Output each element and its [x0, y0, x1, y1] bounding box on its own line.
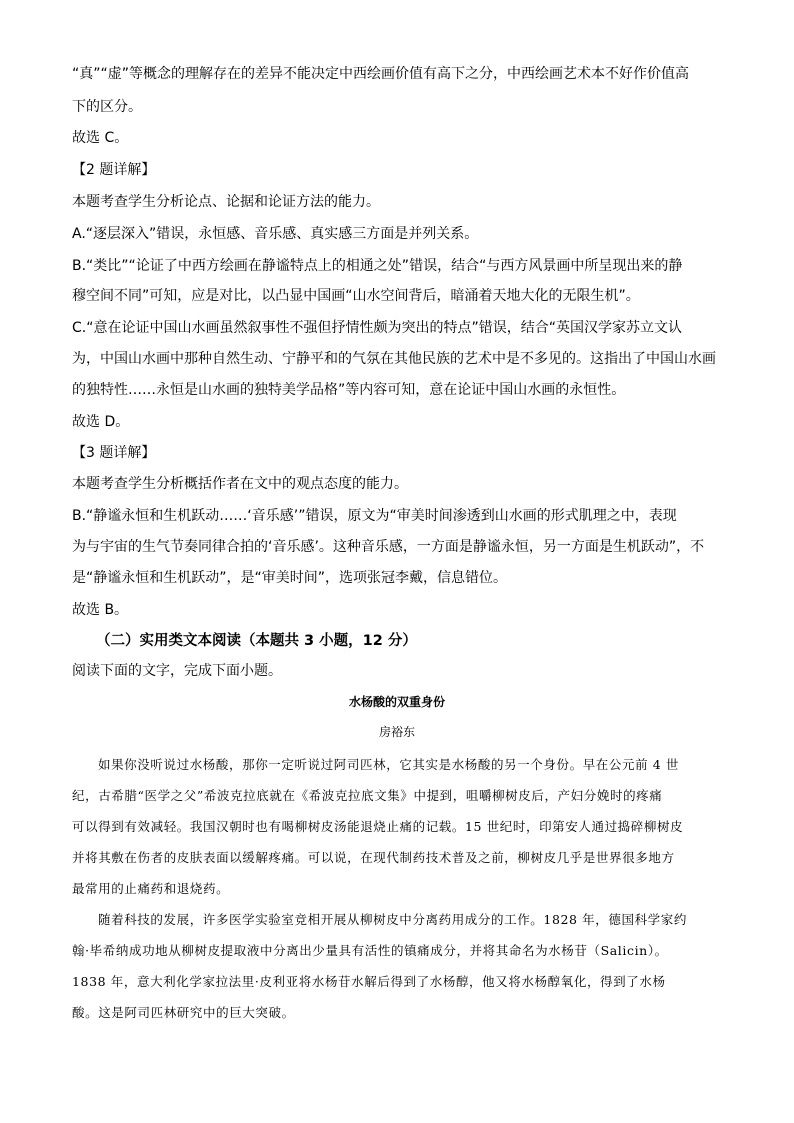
text-line: “真”“虚”等概念的理解存在的差异不能决定中西绘画价值有高下之分，中西绘画艺术本不好作价值高: [72, 66, 690, 82]
section-heading: （二）实用类文本阅读（本题共 3 小题，12 分）: [96, 633, 417, 649]
text-line: 为，中国山水画中那种自然生动、宁静平和的气氛在其他民族的艺术中是不多见的。这指出了中国山水画: [72, 351, 716, 367]
text-line: 故选 D。: [72, 414, 130, 430]
article-line: 酸。这是阿司匹林研究中的巨大突破。: [72, 1005, 295, 1020]
article-line: 随着科技的发展，许多医学实验室竞相开展从柳树皮中分离药用成分的工作。1828 年，德国科学家约: [98, 912, 687, 927]
article-line: 1838 年，意大利化学家拉法里·皮利亚将水杨苷水解后得到了水杨醇，他又将水杨醇氧化，得到了水杨: [72, 974, 666, 989]
article-title: 水杨酸的双重身份: [348, 695, 445, 709]
article-author: 房裕东: [378, 725, 415, 739]
article-line: 可以得到有效减轻。我国汉朝时也有喝柳树皮汤能退烧止痛的记载。15 世纪时，印第安人通过捣碎柳树皮: [72, 819, 684, 834]
article-line: 如果你没听说过水杨酸，那你一定听说过阿司匹林，它其实是水杨酸的另一个身份。早在公元前 4 世: [98, 757, 680, 772]
article-line: 并将其敷在伤者的皮肤表面以缓解疼痛。可以说，在现代制药技术普及之前，柳树皮几乎是世界很多地方: [72, 850, 675, 865]
text-line: 故选 B。: [72, 602, 129, 618]
text-line: 故选 C。: [72, 130, 129, 146]
text-line: B.“类比”“论证了中西方绘画在静谧特点上的相通之处”错误，结合“与西方风景画中所呈现出来的静: [72, 258, 683, 274]
text-line: B.“静谧永恒和生机跃动……‘音乐感’”错误，原文为“审美时间渗透到山水画的形式肌理之中，表现: [72, 508, 677, 524]
text-line: 穆空间不同”可知，应是对比，以凸显中国画“山水空间背后，暗涌着天地大化的无限生机”。: [72, 288, 640, 304]
article-line: 最常用的止痛药和退烧药。: [72, 881, 230, 896]
text-line: 本题考查学生分析概括作者在文中的观点态度的能力。: [72, 476, 408, 492]
text-line: C.“意在论证中国山水画虽然叙事性不强但抒情性颇为突出的特点”错误，结合“英国汉学家苏立文认: [72, 320, 682, 336]
text-line: 是“静谧永恒和生机跃动”，是“审美时间”，选项张冠李戴，信息错位。: [72, 570, 508, 586]
article-line: 翰·毕希纳成功地从柳树皮提取液中分离出少量具有活性的镇痛成分，并将其命名为水杨苷（Salicin）。: [72, 943, 668, 958]
subsection-heading: 【2 题详解】: [72, 162, 156, 178]
text-line: 为与宇宙的生气节奏同律合拍的‘音乐感’。这种音乐感，一方面是静谧永恒，另一方面是生机跃动”，不: [72, 539, 705, 555]
text-line: 的独特性……永恒是山水画的独特美学品格”等内容可知，意在论证中国山水画的永恒性。: [72, 382, 626, 398]
article-line: 纪，古希腊“医学之父”希波克拉底就在《希波克拉底文集》中提到，咀嚼柳树皮后，产妇分娩时的疼痛: [72, 788, 663, 803]
text-line: A.“逐层深入”错误，永恒感、音乐感、真实感三方面是并列关系。: [72, 226, 479, 242]
text-line: 本题考查学生分析论点、论据和论证方法的能力。: [72, 194, 380, 210]
instruction-text: 阅读下面的文字，完成下面小题。: [72, 663, 282, 679]
subsection-heading: 【3 题详解】: [72, 445, 156, 461]
text-line: 下的区分。: [72, 99, 142, 115]
